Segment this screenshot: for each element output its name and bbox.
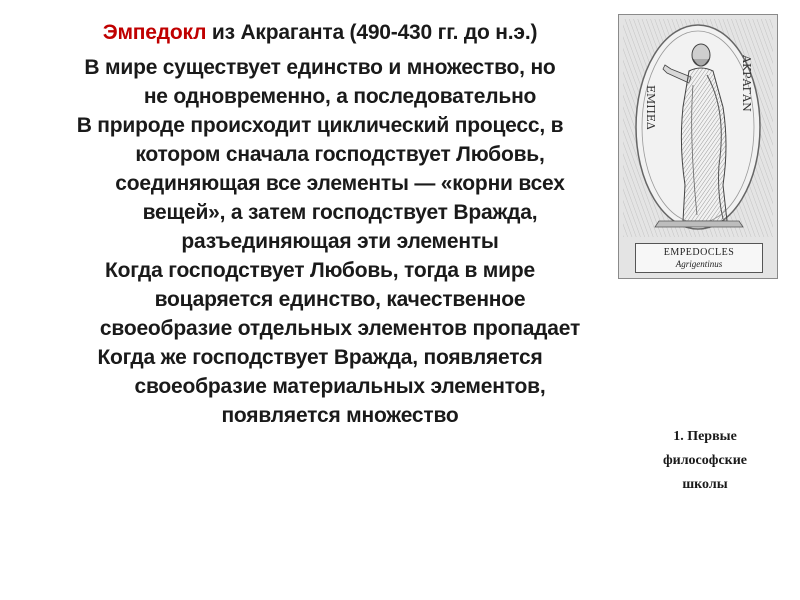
caption-line: философские bbox=[662, 453, 748, 468]
right-inscription: ΑΚΡΑΓΑΝ bbox=[740, 55, 753, 112]
paragraph-line: вещей», а затем господствует Вражда, bbox=[142, 201, 538, 224]
plaque-origin: Agrigentinus bbox=[675, 259, 723, 269]
paragraph-line: своеобразие отдельных элементов пропадает bbox=[99, 317, 581, 340]
paragraph-line: В природе происходит циклический процесс, в bbox=[76, 114, 564, 137]
title-philosopher-name: Эмпедокл bbox=[102, 21, 207, 44]
slide-text-block bbox=[20, 18, 620, 430]
paragraph-line: соединяющая все элементы — «корни всех bbox=[115, 172, 565, 195]
paragraph-line: Когда же господствует Вражда, появляется bbox=[97, 346, 543, 369]
paragraph-3 bbox=[20, 256, 620, 343]
title-rest: из Акраганта (490-430 гг. до н.э.) bbox=[206, 21, 538, 44]
paragraph-1 bbox=[20, 53, 620, 111]
paragraph-line: воцаряется единство, качественное bbox=[154, 288, 526, 311]
section-caption bbox=[632, 425, 778, 497]
paragraph-line: появляется множество bbox=[221, 404, 459, 427]
empedocles-portrait bbox=[618, 14, 778, 279]
caption-line: школы bbox=[682, 477, 728, 492]
caption-line: 1. Первые bbox=[673, 429, 737, 444]
left-inscription: ΕΜΠΕΔ bbox=[644, 85, 657, 130]
paragraph-line: В мире существует единство и множество, но bbox=[84, 56, 556, 79]
paragraph-4 bbox=[20, 343, 620, 430]
paragraph-line: своеобразие материальных элементов, bbox=[134, 375, 546, 398]
plaque-name: EMPEDOCLES bbox=[663, 247, 735, 258]
engraving-illustration bbox=[619, 15, 777, 278]
slide-title bbox=[20, 18, 620, 47]
paragraph-line: Когда господствует Любовь, тогда в мире bbox=[105, 259, 535, 282]
portrait-plaque bbox=[635, 243, 763, 273]
paragraph-line: не одновременно, а последовательно bbox=[143, 85, 537, 108]
paragraph-line: котором сначала господствует Любовь, bbox=[135, 143, 545, 166]
paragraph-line: разъединяющая эти элементы bbox=[181, 230, 499, 253]
paragraph-2 bbox=[20, 111, 620, 256]
